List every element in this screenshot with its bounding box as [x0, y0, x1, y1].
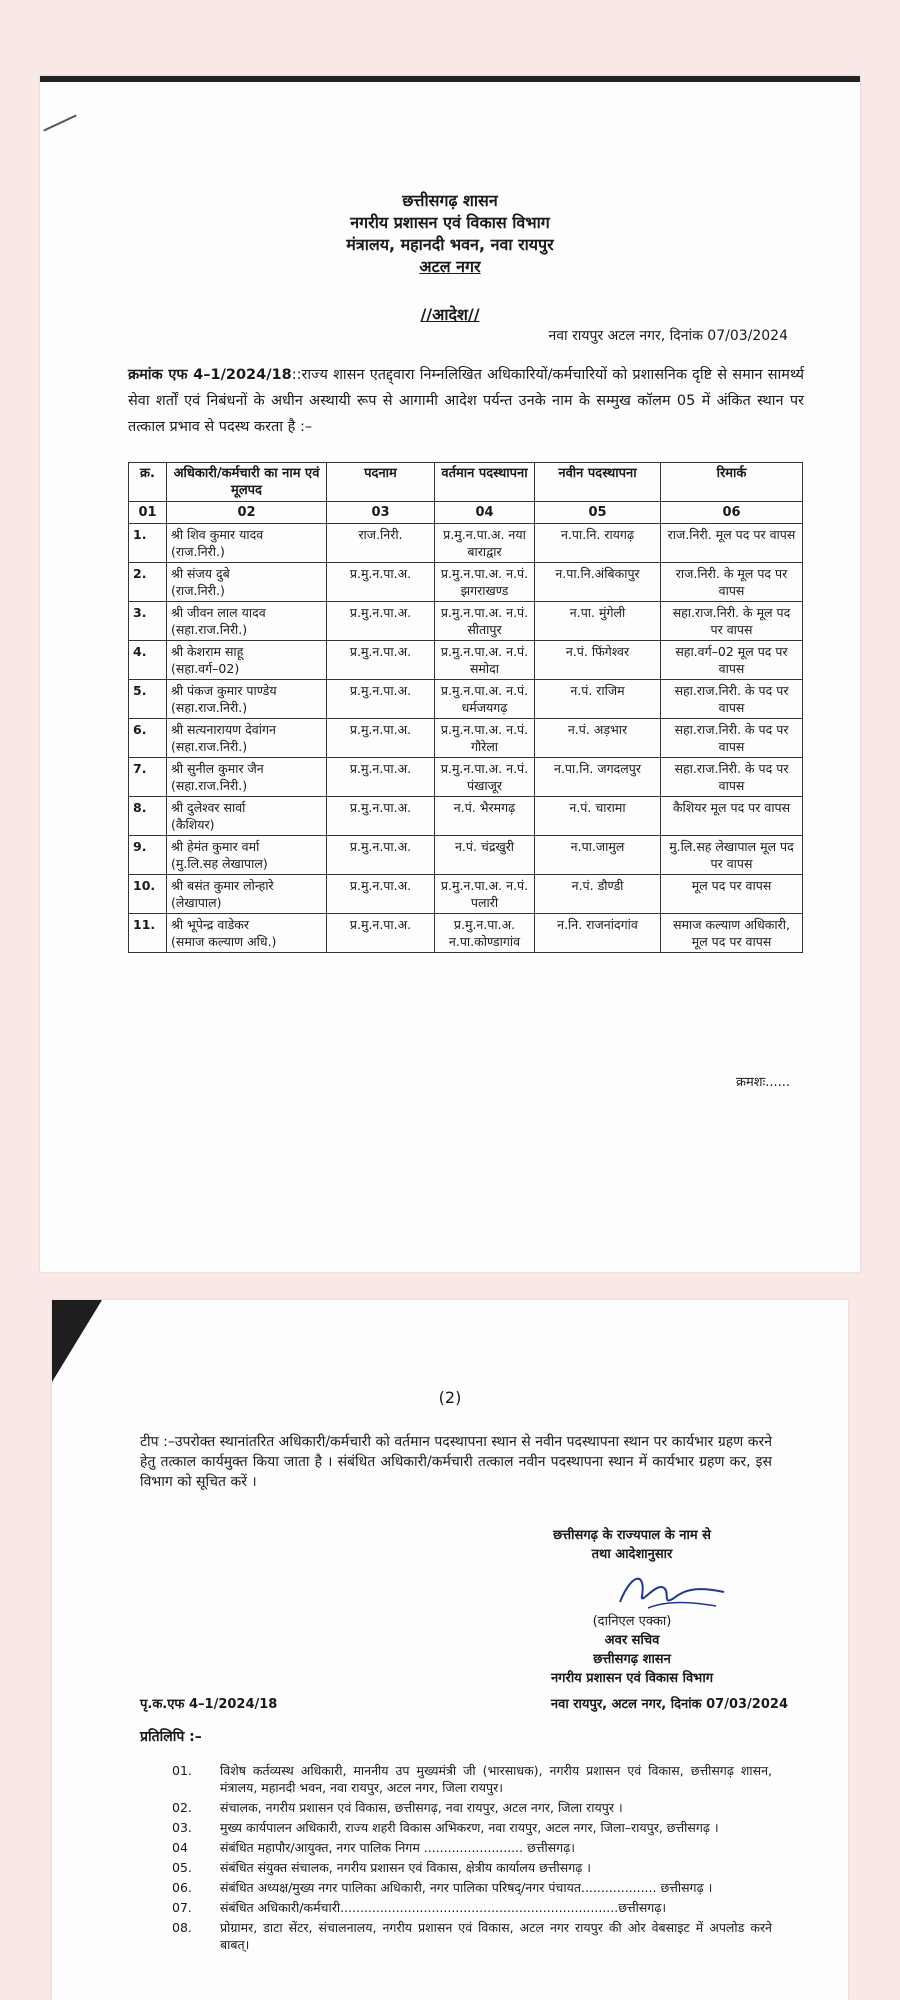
- cell-remark: समाज कल्याण अधिकारी, मूल पद पर वापस: [661, 914, 803, 953]
- employee-name: श्री भूपेन्द्र वाडेकर: [171, 917, 250, 932]
- cell-designation: प्र.मु.न.पा.अ.: [327, 758, 435, 797]
- table-colnum-row: [129, 502, 803, 524]
- order-text: ::राज्य शासन एतद्द्वारा निम्नलिखित अधिकारियों/कर्मचारियों को प्रशासनिक दृष्टि से समान सामर्थ्य सेवा शर्तों एवं निबंधनों के अधीन अस्थायी रूप से आगामी आदेश पर्यन्त उनके नाम के सम्मुख कॉलम 05 में अंकित स्थान पर तत्काल प्रभाव से पदस्थ करता है :–: [128, 367, 804, 435]
- copy-item-text: संबंधित अध्यक्ष/मुख्य नगर पालिका अधिकारी, नगर पालिका परिषद्/नगर पंचायत................... छत्तीसगढ़ ।: [220, 1880, 713, 1895]
- employee-name: श्री संजय दुबे: [171, 566, 230, 581]
- cell-designation: प्र.मु.न.पा.अ.: [327, 680, 435, 719]
- table-row: [129, 641, 803, 680]
- employee-name: श्री पंकज कुमार पाण्डेय: [171, 683, 277, 698]
- cell-current-posting: प्र.मु.न.पा.अ. न.पं. गौरेला: [435, 719, 535, 758]
- cell-remark: सहा.राज.निरी. के मूल पद पर वापस: [661, 602, 803, 641]
- list-item: [172, 1879, 772, 1896]
- cell-new-posting: न.पं. चारामा: [535, 797, 661, 836]
- cell-name: [167, 602, 327, 641]
- table-row: [129, 836, 803, 875]
- header-line-1: छत्तीसगढ़ शासन: [402, 191, 498, 210]
- page-number: (2): [438, 1388, 462, 1407]
- cell-current-posting: न.पं. चंद्रखुरी: [435, 836, 535, 875]
- cell-name: [167, 797, 327, 836]
- list-item: [172, 1819, 772, 1836]
- cell-remark: राज.निरी. मूल पद पर वापस: [661, 524, 803, 563]
- cell-designation: प्र.मु.न.पा.अ.: [327, 797, 435, 836]
- cell-designation: प्र.मु.न.पा.अ.: [327, 641, 435, 680]
- copy-item-number: 02.: [172, 1800, 192, 1815]
- cell-serial: 2.: [129, 563, 167, 602]
- cell-name: [167, 875, 327, 914]
- original-post: (सहा.राज.निरी.): [171, 739, 248, 754]
- cell-name: [167, 563, 327, 602]
- original-post: (सहा.राज.निरी.): [171, 700, 248, 715]
- order-number: क्रमांक एफ 4–1/2024/18: [128, 367, 292, 383]
- cell-new-posting: न.नि. राजनांदगांव: [535, 914, 661, 953]
- cell-remark: सहा.वर्ग–02 मूल पद पर वापस: [661, 641, 803, 680]
- original-post: (सहा.राज.निरी.): [171, 622, 248, 637]
- governor-line-2: तथा आदेशानुसार: [591, 1547, 673, 1562]
- cell-designation: प्र.मु.न.पा.अ.: [327, 563, 435, 602]
- copy-item-text: संबंधित महापौर/आयुक्त, नगर पालिक निगम ......................... छत्तीसगढ़।: [220, 1840, 575, 1855]
- employee-name: श्री हेमंत कुमार वर्मा: [171, 839, 260, 854]
- cell-serial: 5.: [129, 680, 167, 719]
- cell-new-posting: न.पा.नि.अंबिकापुर: [535, 563, 661, 602]
- place-date: नवा रायपुर अटल नगर, दिनांक 07/03/2024: [548, 328, 788, 344]
- table-row: [129, 758, 803, 797]
- original-post: (मु.लि.सह लेखापाल): [171, 856, 268, 871]
- cell-name: [167, 836, 327, 875]
- cell-current-posting: प्र.मु.न.पा.अ. न.पं. धर्मजयगढ़: [435, 680, 535, 719]
- copy-heading: प्रतिलिपि :–: [140, 1729, 202, 1745]
- cell-serial: 11.: [129, 914, 167, 953]
- col-number: 04: [435, 502, 535, 524]
- col-header-name: अधिकारी/कर्मचारी का नाम एवं मूलपद: [167, 463, 327, 502]
- endorsement-number: पृ.क.एफ 4–1/2024/18: [140, 1697, 278, 1712]
- col-header-remark: रिमार्क: [661, 463, 803, 502]
- order-page-1: [40, 76, 860, 1272]
- signer-org-1: छत्तीसगढ़ शासन: [593, 1652, 671, 1667]
- cell-remark: सहा.राज.निरी. के पद पर वापस: [661, 719, 803, 758]
- cell-designation: प्र.मु.न.पा.अ.: [327, 875, 435, 914]
- cell-current-posting: प्र.मु.न.पा.अ. नया बाराद्वार: [435, 524, 535, 563]
- table-row: [129, 914, 803, 953]
- employee-name: श्री सुनील कुमार जैन: [171, 761, 264, 776]
- employee-name: श्री शिव कुमार यादव: [171, 527, 264, 542]
- col-number: 03: [327, 502, 435, 524]
- copy-item-number: 01.: [172, 1763, 192, 1778]
- cell-new-posting: न.पा.नि. रायगढ़: [535, 524, 661, 563]
- table-header-row: [129, 463, 803, 502]
- table-row: [129, 680, 803, 719]
- cell-current-posting: प्र.मु.न.पा.अ. न.पं. सीतापुर: [435, 602, 535, 641]
- governor-line-1: छत्तीसगढ़ के राज्यपाल के नाम से: [553, 1528, 711, 1543]
- cell-remark: मु.लि.सह लेखापाल मूल पद पर वापस: [661, 836, 803, 875]
- cell-name: [167, 914, 327, 953]
- cell-new-posting: न.पं. अड़भार: [535, 719, 661, 758]
- cell-remark: राज.निरी. के मूल पद पर वापस: [661, 563, 803, 602]
- note-paragraph: टीप :–उपरोक्त स्थानांतरित अधिकारी/कर्मचारी को वर्तमान पदस्थापना स्थान से नवीन पदस्थापना स्थान पर कार्यभार ग्रहण करने हेतु तत्काल कार्यमुक्त किया जाता है । संबंधित अधिकारी/कर्मचारी तत्काल नवीन पदस्थापना स्थान में कार्यभार ग्रहण कर, इस विभाग को सूचित करें ।: [140, 1434, 772, 1490]
- cell-current-posting: प्र.मु.न.पा.अ. न.पं. पंखाजूर: [435, 758, 535, 797]
- cell-remark: सहा.राज.निरी. के पद पर वापस: [661, 758, 803, 797]
- header-line-3: मंत्रालय, महानदी भवन, नवा रायपुर: [346, 235, 554, 254]
- cell-current-posting: प्र.मु.न.पा.अ. न.पं. समोदा: [435, 641, 535, 680]
- col-header-current: वर्तमान पदस्थापना: [435, 463, 535, 502]
- table-row: [129, 719, 803, 758]
- cell-name: [167, 680, 327, 719]
- original-post: (सहा.वर्ग–02): [171, 661, 240, 676]
- copy-item-text: संचालक, नगरीय प्रशासन एवं विकास, छत्तीसगढ़, नवा रायपुर, अटल नगर, जिला रायपुर ।: [220, 1800, 623, 1815]
- original-post: (राज.निरी.): [171, 583, 225, 598]
- employee-name: श्री जीवन लाल यादव: [171, 605, 266, 620]
- list-item: [172, 1762, 772, 1796]
- governor-block: [482, 1526, 782, 1564]
- cell-new-posting: न.पा.नि. जगदलपुर: [535, 758, 661, 797]
- cell-remark: कैशियर मूल पद पर वापस: [661, 797, 803, 836]
- cell-designation: प्र.मु.न.पा.अ.: [327, 602, 435, 641]
- copy-item-text: मुख्य कार्यपालन अधिकारी, राज्य शहरी विकास अभिकरण, नवा रायपुर, अटल नगर, जिला–रायपुर, छत्तीसगढ़ ।: [220, 1820, 719, 1835]
- cell-name: [167, 641, 327, 680]
- cell-serial: 3.: [129, 602, 167, 641]
- original-post: (राज.निरी.): [171, 544, 225, 559]
- cell-remark: मूल पद पर वापस: [661, 875, 803, 914]
- cell-serial: 7.: [129, 758, 167, 797]
- copy-item-text: प्रोग्रामर, डाटा सेंटर, संचालनालय, नगरीय प्रशासन एवं विकास, अटल नगर रायपुर की ओर वेबसाइट में अपलोड करने बाबत्।: [220, 1920, 772, 1952]
- cell-designation: प्र.मु.न.पा.अ.: [327, 836, 435, 875]
- col-header-no: क्र.: [129, 463, 167, 502]
- transfer-table: [128, 462, 803, 953]
- col-header-post: पदनाम: [327, 463, 435, 502]
- original-post: (सहा.राज.निरी.): [171, 778, 248, 793]
- list-item: [172, 1859, 772, 1876]
- col-number: 05: [535, 502, 661, 524]
- copy-item-number: 06.: [172, 1880, 192, 1895]
- original-post: (कैशियर): [171, 817, 215, 832]
- header-line-2: नगरीय प्रशासन एवं विकास विभाग: [350, 213, 550, 232]
- copy-list: [172, 1762, 772, 1956]
- continued-marker: क्रमशः......: [735, 1075, 790, 1090]
- copy-item-number: 08.: [172, 1920, 192, 1935]
- col-number: 02: [167, 502, 327, 524]
- table-body: [129, 524, 803, 953]
- copy-item-text: संबंधित अधिकारी/कर्मचारी......................................................................छत्तीसगढ़।: [220, 1900, 667, 1915]
- order-title: //आदेश//: [420, 305, 480, 324]
- employee-name: श्री बसंत कुमार लोन्हारे: [171, 878, 274, 893]
- employee-name: श्री दुलेश्वर सार्वा: [171, 800, 246, 815]
- table-row: [129, 602, 803, 641]
- order-body: [128, 362, 804, 440]
- col-header-new: नवीन पदस्थापना: [535, 463, 661, 502]
- list-item: [172, 1899, 772, 1916]
- cell-name: [167, 758, 327, 797]
- col-number: 06: [661, 502, 803, 524]
- cell-name: [167, 524, 327, 563]
- table-row: [129, 524, 803, 563]
- cell-serial: 6.: [129, 719, 167, 758]
- cell-serial: 8.: [129, 797, 167, 836]
- cell-serial: 1.: [129, 524, 167, 563]
- cell-current-posting: प्र.मु.न.पा.अ. न.पं. पलारी: [435, 875, 535, 914]
- original-post: (लेखापाल): [171, 895, 222, 910]
- table-row: [129, 563, 803, 602]
- cell-name: [167, 719, 327, 758]
- cell-new-posting: न.पा.जामुल: [535, 836, 661, 875]
- scan-shadow: [52, 1300, 102, 1382]
- employee-name: श्री सत्यनारायण देवांगन: [171, 722, 276, 737]
- cell-designation: प्र.मु.न.पा.अ.: [327, 719, 435, 758]
- pen-mark: [43, 114, 76, 131]
- copy-item-number: 05.: [172, 1860, 192, 1875]
- order-page-2: [52, 1300, 848, 2000]
- cell-remark: सहा.राज.निरी. के पद पर वापस: [661, 680, 803, 719]
- cell-designation: राज.निरी.: [327, 524, 435, 563]
- cell-new-posting: न.पं. फिंगेश्वर: [535, 641, 661, 680]
- list-item: [172, 1839, 772, 1856]
- cell-current-posting: प्र.मु.न.पा.अ. न.पा.कोण्डागांव: [435, 914, 535, 953]
- copy-item-number: 04: [172, 1840, 188, 1855]
- table-row: [129, 797, 803, 836]
- endorsement-place-date: नवा रायपुर, अटल नगर, दिनांक 07/03/2024: [550, 1697, 788, 1712]
- signer-designation: अवर सचिव: [604, 1633, 660, 1648]
- cell-new-posting: न.पं. राजिम: [535, 680, 661, 719]
- col-number: 01: [129, 502, 167, 524]
- list-item: [172, 1919, 772, 1953]
- letterhead: [40, 190, 860, 278]
- cell-designation: प्र.मु.न.पा.अ.: [327, 914, 435, 953]
- cell-new-posting: न.पं. डौण्डी: [535, 875, 661, 914]
- employee-name: श्री केशराम साहू: [171, 644, 244, 659]
- copy-item-number: 07.: [172, 1900, 192, 1915]
- cell-current-posting: न.पं. भैरमगढ़: [435, 797, 535, 836]
- signer-name: (दानिएल एक्का): [592, 1614, 672, 1629]
- cell-current-posting: प्र.मु.न.पा.अ. न.पं. झगराखण्ड: [435, 563, 535, 602]
- signer-org-2: नगरीय प्रशासन एवं विकास विभाग: [550, 1671, 714, 1686]
- table-row: [129, 875, 803, 914]
- copy-item-text: संबंधित संयुक्त संचालक, नगरीय प्रशासन एवं विकास, क्षेत्रीय कार्यालय छत्तीसगढ़ ।: [220, 1860, 591, 1875]
- original-post: (समाज कल्याण अधि.): [171, 934, 277, 949]
- copy-item-text: विशेष कर्तव्यस्थ अधिकारी, माननीय उप मुख्यमंत्री जी (भारसाधक), नगरीय प्रशासन एवं विकास, छत्तीसगढ़ शासन, मंत्रालय, महानदी भवन, नवा रायपुर, अटल नगर, जिला रायपुर।: [220, 1763, 772, 1795]
- cell-serial: 10.: [129, 875, 167, 914]
- header-line-4: अटल नगर: [419, 257, 481, 276]
- cell-serial: 4.: [129, 641, 167, 680]
- list-item: [172, 1799, 772, 1816]
- cell-new-posting: न.पा. मुंगेली: [535, 602, 661, 641]
- copy-item-number: 03.: [172, 1820, 192, 1835]
- cell-serial: 9.: [129, 836, 167, 875]
- signer-block: [472, 1631, 792, 1688]
